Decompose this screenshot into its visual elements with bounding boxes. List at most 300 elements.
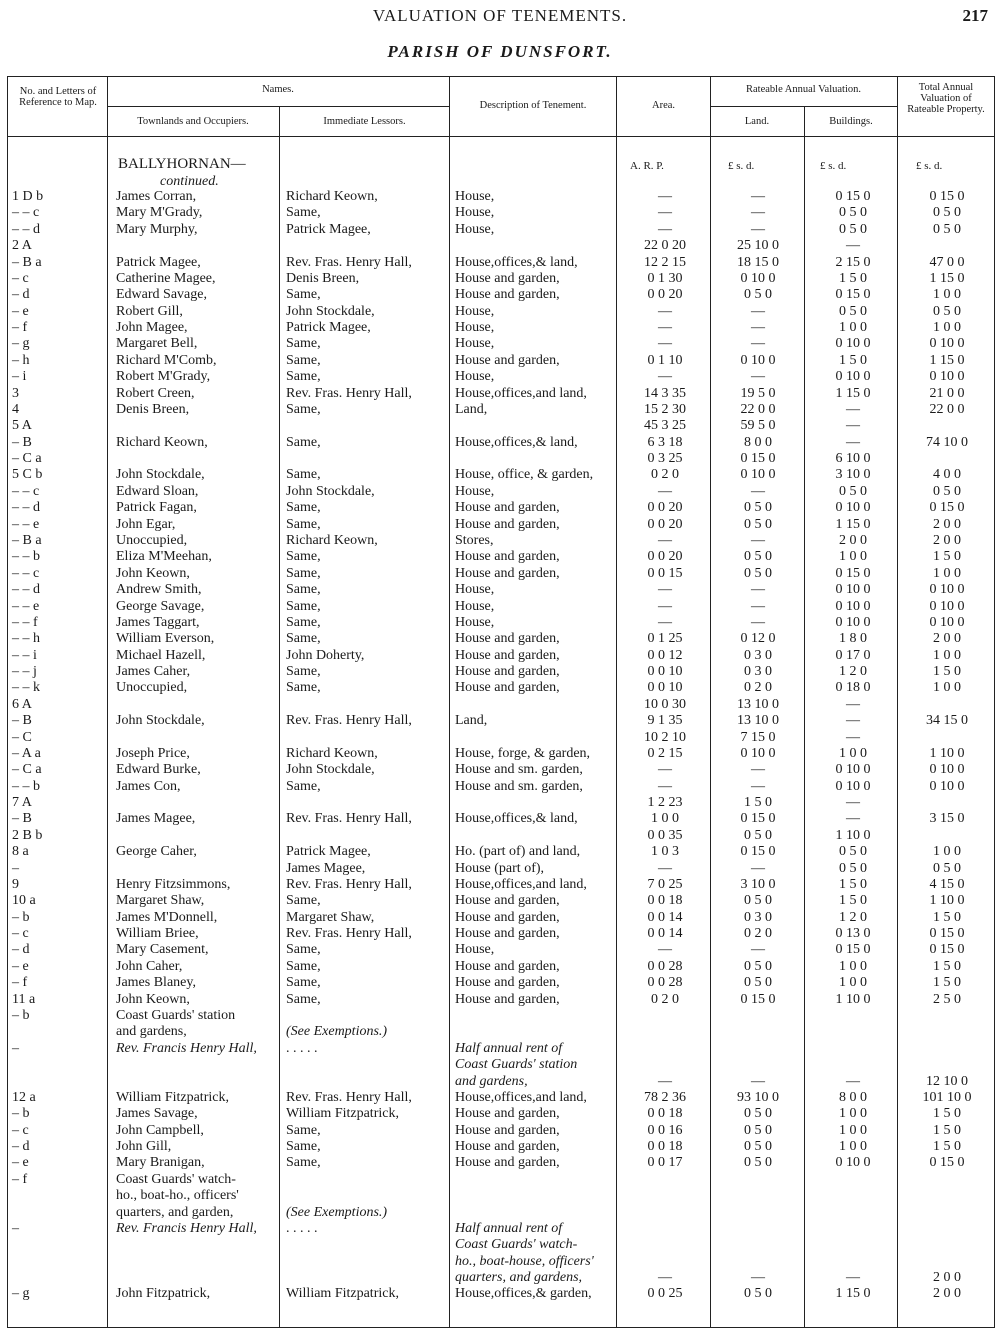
row-total: 0 10 0 (929, 582, 965, 598)
row-buildings: 1 0 0 (839, 958, 867, 974)
row-ref: – c (12, 270, 29, 286)
header-area: Area. (651, 100, 676, 111)
row-area: — (658, 762, 672, 778)
row-lessor: Rev. Fras. Henry Hall, (286, 876, 412, 892)
row-area: — (658, 336, 672, 352)
row-total: 1 0 0 (933, 680, 961, 696)
row-land: — (751, 320, 765, 336)
row-ref: – B (12, 713, 32, 729)
row-ref: – B a (12, 254, 42, 270)
row-lessor: Same, (286, 205, 321, 221)
row-occupier: Rev. Francis Henry Hall, (116, 1220, 257, 1236)
row-buildings: 1 5 0 (839, 876, 867, 892)
row-area: 45 3 25 (644, 418, 686, 434)
row-total: 22 0 0 (929, 401, 965, 417)
row-description: and gardens, (455, 1073, 528, 1089)
area-units: A. R. P. (630, 160, 664, 172)
table-row (0, 615, 1000, 631)
row-description: House and garden, (455, 647, 560, 663)
row-buildings: 1 0 0 (839, 745, 867, 761)
row-buildings: 0 18 0 (835, 680, 871, 696)
running-title: VALUATION OF TENEMENTS. (372, 6, 628, 25)
row-description: Ho. (part of) and land, (455, 844, 581, 860)
row-area: — (658, 598, 672, 614)
row-lessor: Rev. Fras. Henry Hall, (286, 713, 412, 729)
row-description: Land, (455, 713, 488, 729)
row-divider (107, 106, 449, 107)
row-occupier: James Blaney, (116, 975, 196, 991)
row-ref: – d (12, 287, 30, 303)
row-buildings: 1 5 0 (839, 893, 867, 909)
row-ref: – – d (12, 582, 40, 598)
row-description: House,offices,& land, (455, 254, 578, 270)
row-total: 1 5 0 (933, 549, 961, 565)
row-land: — (751, 205, 765, 221)
row-description: House,offices,and land, (455, 876, 587, 892)
row-buildings: 0 15 0 (835, 565, 871, 581)
row-lessor: Same, (286, 664, 321, 680)
row-total: 2 0 0 (933, 631, 961, 647)
row-ref: 10 a (12, 893, 36, 909)
table-row (0, 1123, 1000, 1139)
row-ref: – – j (12, 664, 37, 680)
row-land: 0 5 0 (744, 500, 772, 516)
row-area: 0 0 17 (647, 1155, 683, 1171)
row-land: 0 3 0 (744, 647, 772, 663)
row-buildings: 2 15 0 (835, 254, 871, 270)
row-buildings: 2 0 0 (839, 532, 867, 548)
row-area: — (658, 1270, 672, 1286)
row-total: 1 5 0 (933, 958, 961, 974)
row-divider (710, 106, 897, 107)
row-area: 0 0 18 (647, 1139, 683, 1155)
row-total: 0 15 0 (929, 1155, 965, 1171)
row-buildings: — (846, 238, 860, 254)
row-land: 0 10 0 (740, 352, 776, 368)
row-total: 4 15 0 (929, 876, 965, 892)
row-ref: – – f (12, 614, 38, 630)
row-ref: 5 A (12, 418, 32, 434)
table-row (0, 418, 1000, 434)
row-description: House and garden, (455, 565, 560, 581)
table-row (0, 1254, 1000, 1270)
row-land: — (751, 614, 765, 630)
row-description: House, (455, 942, 495, 958)
row-ref: – – d (12, 500, 40, 516)
row-description: House and garden, (455, 631, 560, 647)
row-buildings: 0 10 0 (835, 614, 871, 630)
row-total: 0 5 0 (933, 221, 961, 237)
row-buildings: 1 5 0 (839, 270, 867, 286)
row-area: 10 2 10 (644, 729, 686, 745)
row-lessor: Same, (286, 1122, 321, 1138)
row-occupier: Edward Burke, (116, 762, 201, 778)
row-lessor: Same, (286, 778, 321, 794)
table-row (0, 861, 1000, 877)
row-ref: – (12, 1220, 19, 1236)
row-occupier: Edward Savage, (116, 287, 207, 303)
row-land: — (751, 303, 765, 319)
row-land: 22 0 0 (740, 401, 776, 417)
row-description: House and garden, (455, 1106, 560, 1122)
row-area: 0 0 18 (647, 893, 683, 909)
row-buildings: — (846, 434, 860, 450)
row-buildings: — (846, 401, 860, 417)
row-land: 0 5 0 (744, 1122, 772, 1138)
parish-title: PARISH OF DUNSFORT. (387, 42, 613, 61)
row-lessor: Same, (286, 958, 321, 974)
row-area: — (658, 778, 672, 794)
row-ref: – C a (12, 762, 42, 778)
row-buildings: 3 10 0 (835, 467, 871, 483)
table-row (0, 599, 1000, 615)
table-row (0, 1024, 1000, 1040)
table-row (0, 517, 1000, 533)
row-lessor: Same, (286, 680, 321, 696)
row-ref: 3 (12, 385, 19, 401)
row-land: — (751, 189, 765, 204)
row-description: House, office, & garden, (455, 467, 594, 483)
row-buildings: — (846, 729, 860, 745)
row-description: House, (455, 303, 495, 319)
table-row (0, 975, 1000, 991)
row-buildings: 0 10 0 (835, 500, 871, 516)
row-area: 0 0 10 (647, 664, 683, 680)
row-description: House and sm. garden, (455, 762, 583, 778)
row-buildings: 0 5 0 (839, 844, 867, 860)
row-total: 1 10 0 (929, 745, 965, 761)
row-lessor: John Stockdale, (286, 303, 375, 319)
row-lessor: Same, (286, 287, 321, 303)
table-row (0, 942, 1000, 958)
row-buildings: 1 8 0 (839, 631, 867, 647)
row-land: — (751, 1270, 765, 1286)
row-total: 0 15 0 (929, 500, 965, 516)
table-row (0, 320, 1000, 336)
row-total: 1 5 0 (933, 909, 961, 925)
row-buildings: 6 10 0 (835, 451, 871, 467)
row-total: 0 10 0 (929, 762, 965, 778)
row-lessor: Denis Breen, (286, 270, 360, 286)
row-occupier: quarters, and garden, (116, 1204, 234, 1220)
row-occupier: James M'Donnell, (116, 909, 218, 925)
row-area: 1 0 3 (651, 844, 679, 860)
row-ref: – c (12, 1122, 29, 1138)
row-land: 0 5 0 (744, 516, 772, 532)
row-total: 47 0 0 (929, 254, 965, 270)
row-area: 0 0 12 (647, 647, 683, 663)
row-lessor: Rev. Fras. Henry Hall, (286, 385, 412, 401)
row-area: 0 0 28 (647, 975, 683, 991)
row-land: 0 15 0 (740, 991, 776, 1007)
row-buildings: 1 15 0 (835, 1286, 871, 1302)
row-lessor: Same, (286, 1155, 321, 1171)
row-buildings: 0 10 0 (835, 1155, 871, 1171)
row-total: 1 10 0 (929, 893, 965, 909)
row-buildings: 1 15 0 (835, 516, 871, 532)
row-land: — (751, 762, 765, 778)
row-occupier: Mary Branigan, (116, 1155, 205, 1171)
row-land: 0 5 0 (744, 1286, 772, 1302)
row-land: 18 15 0 (737, 254, 779, 270)
row-lessor: Patrick Magee, (286, 320, 371, 336)
row-ref: – A a (12, 745, 41, 761)
row-occupier: Unoccupied, (116, 532, 188, 548)
row-total: 1 5 0 (933, 975, 961, 991)
row-description: House and garden, (455, 287, 560, 303)
row-area: 0 0 20 (647, 549, 683, 565)
header-rule (7, 136, 995, 137)
row-lessor: Margaret Shaw, (286, 909, 375, 925)
row-land: 0 5 0 (744, 1139, 772, 1155)
row-description: House and garden, (455, 352, 560, 368)
row-ref: – b (12, 1008, 30, 1023)
row-lessor: William Fitzpatrick, (286, 1106, 399, 1122)
table-row (0, 484, 1000, 500)
row-buildings: 1 10 0 (835, 991, 871, 1007)
row-occupier: James Corran, (116, 189, 197, 204)
row-occupier: Robert Creen, (116, 385, 195, 401)
row-occupier: Catherine Magee, (116, 270, 216, 286)
row-land: 0 10 0 (740, 745, 776, 761)
row-area: — (658, 614, 672, 630)
row-buildings: 0 10 0 (835, 582, 871, 598)
row-description: ho., boat-house, officers' (455, 1253, 594, 1269)
row-ref: – – c (12, 483, 40, 499)
row-occupier: Eliza M'Meehan, (116, 549, 212, 565)
row-occupier: John Stockdale, (116, 467, 205, 483)
row-ref: – B a (12, 532, 42, 548)
table-row (0, 713, 1000, 729)
row-lessor: Richard Keown, (286, 745, 378, 761)
row-land: — (751, 532, 765, 548)
row-ref: – f (12, 320, 28, 336)
row-buildings: 0 15 0 (835, 942, 871, 958)
table-row (0, 533, 1000, 549)
row-lessor: (See Exemptions.) (286, 1204, 388, 1220)
row-area: 78 2 36 (644, 1089, 686, 1105)
row-description: House (part of), (455, 860, 545, 876)
row-buildings: 1 0 0 (839, 320, 867, 336)
table-row (0, 304, 1000, 320)
row-buildings: 0 15 0 (835, 189, 871, 204)
row-buildings: 1 0 0 (839, 975, 867, 991)
row-occupier: Denis Breen, (116, 401, 190, 417)
row-land: 19 5 0 (740, 385, 776, 401)
row-ref: – B (12, 811, 32, 827)
row-lessor: Same, (286, 991, 321, 1007)
table-row (0, 877, 1000, 893)
row-ref: 9 (12, 876, 19, 892)
table-row (0, 697, 1000, 713)
row-area: 0 0 18 (647, 1106, 683, 1122)
row-total: 74 10 0 (926, 434, 968, 450)
row-area: 0 1 25 (647, 631, 683, 647)
row-occupier: William Briee, (116, 926, 199, 942)
row-occupier: Coast Guards' station (116, 1008, 236, 1023)
row-lessor: Same, (286, 434, 321, 450)
row-land: — (751, 483, 765, 499)
row-area: — (658, 320, 672, 336)
row-land: 13 10 0 (737, 696, 779, 712)
row-ref: 2 A (12, 238, 32, 254)
row-land: — (751, 942, 765, 958)
row-total: 0 5 0 (933, 303, 961, 319)
table-row (0, 271, 1000, 287)
row-lessor: Same, (286, 467, 321, 483)
table-row (0, 795, 1000, 811)
row-ref: – – c (12, 565, 40, 581)
table-row (0, 730, 1000, 746)
row-ref: 11 a (12, 991, 36, 1007)
row-occupier: John Gill, (116, 1139, 172, 1155)
row-lessor: Same, (286, 614, 321, 630)
row-area: 0 2 15 (647, 745, 683, 761)
row-ref: – b (12, 1106, 30, 1122)
row-description: House and garden, (455, 926, 560, 942)
row-buildings: 1 2 0 (839, 664, 867, 680)
row-description: House, (455, 320, 495, 336)
row-ref: – – b (12, 549, 40, 565)
row-area: — (658, 303, 672, 319)
row-lessor: Rev. Fras. Henry Hall, (286, 811, 412, 827)
table-row (0, 205, 1000, 221)
row-buildings: — (846, 1073, 860, 1089)
row-ref: 6 A (12, 696, 32, 712)
row-ref: 7 A (12, 795, 32, 811)
row-occupier: Robert Gill, (116, 303, 183, 319)
row-total: 2 5 0 (933, 991, 961, 1007)
row-ref: 4 (12, 401, 19, 417)
row-lessor: Same, (286, 336, 321, 352)
row-lessor: Same, (286, 598, 321, 614)
row-area: — (658, 221, 672, 237)
header-total: Total Annual Valuation of Rateable Property. (907, 82, 985, 115)
row-description: House and garden, (455, 270, 560, 286)
header-buildings: Buildings. (829, 116, 873, 127)
row-description: House, (455, 336, 495, 352)
row-buildings: 0 10 0 (835, 369, 871, 385)
table-row (0, 1205, 1000, 1221)
row-buildings: 1 5 0 (839, 352, 867, 368)
row-total: 0 5 0 (933, 483, 961, 499)
table-row (0, 811, 1000, 827)
row-total: 1 0 0 (933, 320, 961, 336)
row-occupier: William Fitzpatrick, (116, 1089, 229, 1105)
row-buildings: 1 15 0 (835, 385, 871, 401)
table-row (0, 680, 1000, 696)
table-row (0, 566, 1000, 582)
row-area: 0 0 28 (647, 958, 683, 974)
row-lessor: Rev. Fras. Henry Hall, (286, 1089, 412, 1105)
land-units: £ s. d. (728, 160, 755, 172)
row-lessor: Same, (286, 631, 321, 647)
row-buildings: 1 0 0 (839, 1106, 867, 1122)
row-ref: 2 B b (12, 827, 43, 843)
row-land: — (751, 598, 765, 614)
table-row (0, 1008, 1000, 1024)
row-area: 0 2 0 (651, 467, 679, 483)
table-row (0, 746, 1000, 762)
row-area: 0 0 20 (647, 500, 683, 516)
row-occupier: Richard Keown, (116, 434, 208, 450)
row-buildings: 1 0 0 (839, 549, 867, 565)
row-ref: – b (12, 909, 30, 925)
row-ref: – (12, 860, 19, 876)
row-ref: – – h (12, 631, 40, 647)
row-ref: – – c (12, 205, 40, 221)
row-ref: – – b (12, 778, 40, 794)
row-description: House and garden, (455, 958, 560, 974)
row-ref: – f (12, 1171, 28, 1187)
row-description: House, (455, 483, 495, 499)
total-units: £ s. d. (916, 160, 943, 172)
row-description: House, (455, 582, 495, 598)
table-row (0, 828, 1000, 844)
row-description: House and garden, (455, 1155, 560, 1171)
row-occupier: Robert M'Grady, (116, 369, 211, 385)
row-total: 0 10 0 (929, 614, 965, 630)
table-row (0, 402, 1000, 418)
row-description: quarters, and gardens, (455, 1270, 583, 1286)
row-area: 9 1 35 (647, 713, 683, 729)
row-ref: – B (12, 434, 32, 450)
row-area: 0 3 25 (647, 451, 683, 467)
row-lessor: Same, (286, 942, 321, 958)
table-row (0, 762, 1000, 778)
row-total: 1 5 0 (933, 1139, 961, 1155)
row-description: House and garden, (455, 975, 560, 991)
row-occupier: Mary Murphy, (116, 221, 198, 237)
row-buildings: 0 15 0 (835, 287, 871, 303)
table-row (0, 1270, 1000, 1286)
row-lessor: Richard Keown, (286, 532, 378, 548)
row-buildings: 0 17 0 (835, 647, 871, 663)
row-land: 0 15 0 (740, 811, 776, 827)
row-land: 13 10 0 (737, 713, 779, 729)
table-row (0, 353, 1000, 369)
row-description: House and garden, (455, 1139, 560, 1155)
row-ref: 12 a (12, 1089, 36, 1105)
row-land: 0 12 0 (740, 631, 776, 647)
row-land: — (751, 582, 765, 598)
row-buildings: — (846, 1270, 860, 1286)
row-buildings: 8 0 0 (839, 1089, 867, 1105)
row-ref: 8 a (12, 844, 29, 860)
row-land: 0 5 0 (744, 893, 772, 909)
row-buildings: 1 10 0 (835, 827, 871, 843)
row-occupier: Unoccupied, (116, 680, 188, 696)
row-ref: – C (12, 729, 32, 745)
row-buildings: 0 5 0 (839, 483, 867, 499)
row-buildings: 0 5 0 (839, 221, 867, 237)
row-land: 0 10 0 (740, 270, 776, 286)
row-buildings: 0 5 0 (839, 860, 867, 876)
row-land: 59 5 0 (740, 418, 776, 434)
table-row (0, 959, 1000, 975)
row-buildings: — (846, 696, 860, 712)
header-description: Description of Tenement. (479, 100, 587, 111)
row-buildings: — (846, 795, 860, 811)
table-row (0, 1041, 1000, 1057)
row-ref: 5 C b (12, 467, 43, 483)
row-area: 0 0 16 (647, 1122, 683, 1138)
row-total: 2 0 0 (933, 1270, 961, 1286)
row-total: 1 5 0 (933, 1122, 961, 1138)
row-occupier: John Campbell, (116, 1122, 204, 1138)
header-lessors: Immediate Lessors. (323, 116, 406, 127)
row-occupier: William Everson, (116, 631, 215, 647)
